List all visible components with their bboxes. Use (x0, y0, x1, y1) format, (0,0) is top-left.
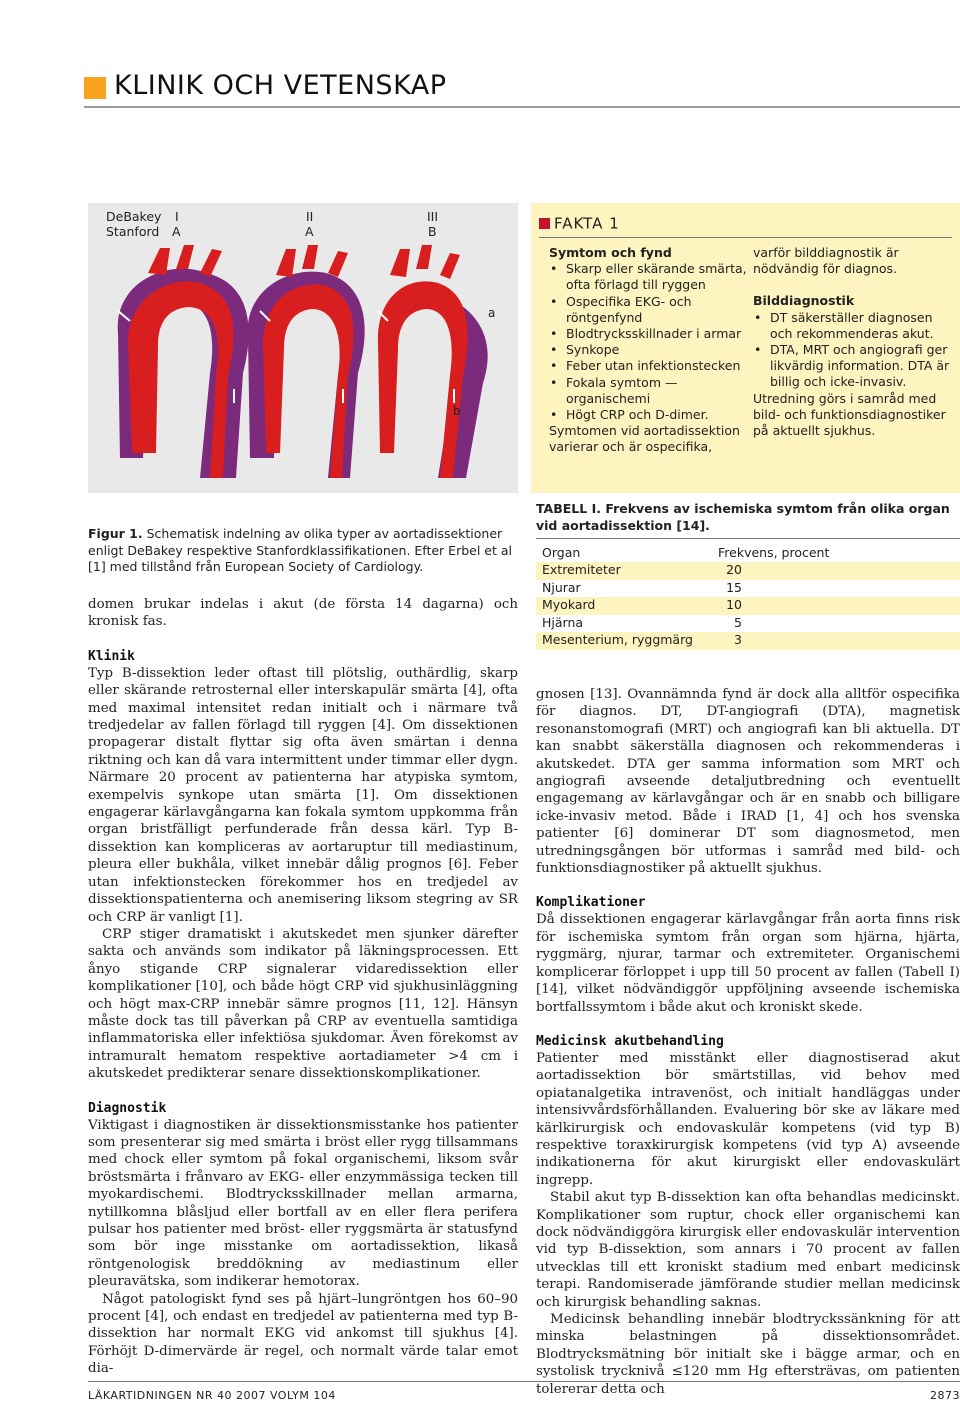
heading-diagnostik: Diagnostik (88, 1100, 167, 1116)
fakta-sec1-title: Symtom och fynd (549, 245, 672, 260)
section-marker-square (84, 77, 106, 99)
paragraph-diagnostik-1: Viktigast i diagnostiken är dissektionsmisstanke hos patienter som presenterar sig med smärta i bröst eller rygg tillsammans med chock eller symtom på fokal organischemi, liksom svår bröstsmärta i frånvaro av EKG- eller enzymmässiga tecken till myokardischemi. Blodtrycksskillnader mellan armarna, nytillkomna blåsljud eller bortfall av en eller flera perifera pulsar hos patienter med bröst- eller ryggsmärta är statusfynd som bör inge misstanke om aortadissektion, likaså röntgenologisk breddökning av mediastinum eller pleuravätska, som indikerar hemotorax. (88, 1117, 518, 1290)
heading-komplikationer: Komplikationer (536, 895, 646, 911)
row-label-stanford: Stanford (106, 224, 160, 239)
heading-klinik: Klinik (88, 648, 135, 664)
paragraph-klinik-1: Typ B-dissektion leder oftast till plötslig, outhärdlig, skarp eller skärande retrosternal eller interskapulär smärta [4], ofta med maximal intensitet redan initialt och i närmare två tredjedelar av fallen förlagd till ryggen [4]. Om dissektionen propagerar distalt flyttar sig ofta även smärtan i denna riktning och kan då vara intermittent under timmar eller dygn. Närmare 20 procent av patienterna har atypiska symtom, exempelvis synkope utan smärta [1]. Om dissektionen engagerar kärlavgångarna kan fokala symtom uppkomma från organ bristfälligt perfunderade från dessa kärl. Typ B-dissektion kan kompliceras av aortaruptur till mediastinum, pleura eller bukhåla, vilket innebär dålig prognos [6]. Feber utan infektionstecken förekommer hos en tredjedel av dissektionspatienterna och anemisering liksom stegring av SR och CRP är vanligt [1]. (88, 665, 518, 925)
row-label-debakey: DeBakey (106, 209, 162, 224)
body-column-right (536, 686, 960, 1398)
type-2-debakey: II (306, 209, 314, 224)
figure-aortic-dissection (88, 203, 518, 493)
type-3-stanford: B (428, 224, 437, 239)
fakta-sec2-title: Bilddiagnostik (753, 293, 855, 309)
fakta-sec2-note: Utredning görs i samråd med bild- och funktionsdiagnostiker på aktuellt sjukhus. (753, 390, 946, 439)
list-item: • Ospecifika EKG- och röntgenfynd (549, 294, 749, 326)
fakta-box (531, 203, 960, 493)
list-item: • Högt CRP och D-dimer. (549, 407, 749, 423)
list-item: • DT säkerställer diagnosen och rekommenderas akut. (753, 310, 958, 342)
marker-a: a (488, 306, 496, 320)
paragraph-diagnostik-2: Något patologiskt fynd ses på hjärt–lungröntgen hos 60–90 procent [4], och endast en tredjedel av patienterna med typ B-dissektion har normalt EKG vid ankomst till sjukhus [4]. Förhöjt D-dimervärde är regel, och normalt värde talar emot dia- (88, 1291, 518, 1377)
table-header (536, 545, 960, 562)
figure-caption (88, 526, 518, 576)
section-title: KLINIK OCH VETENSKAP (114, 70, 447, 101)
column-header-frequency: Frekvens, procent (718, 545, 830, 560)
paragraph-klinik-2: CRP stiger dramatiskt i akutskedet men sjunker därefter sakta och används som indikator på läkningsprocessen. Ett ånyo stigande CRP signalerar vidaredissektion eller komplikationer [10], och både högt CRP vid sjukhusinläggning och högt max-CRP innebär sämre prognos [11, 12]. Hänsyn måste dock tas till påverkan på CRP av eventuella samtidiga inflammatoriska eller infektiösa sjukdomar. Även förekomst av intramuralt hematom respektive aortadiameter >4 cm i akutskedet predikterar senare dissektionskomplikationer. (88, 926, 518, 1082)
fakta-sec2-list (753, 310, 958, 391)
table-cell-organ: Njurar (542, 579, 581, 595)
footer-rule (88, 1381, 960, 1382)
header-rule (84, 106, 960, 108)
paragraph-medicinsk-2: Stabil akut typ B-dissektion kan ofta behandlas medicinskt. Komplikationer som ruptur, chock eller organischemi kan dock nödvändiggöra kirurgisk eller endovaskulär intervention vid typ B-dissektion, som annars i 70 procent av fallen utvecklas till ett kroniskt stadium med enbart medicinsk terapi. Randomiserade jämförande studier mellan medicinsk och kirurgisk behandling saknas. (536, 1190, 960, 1310)
table-cell-organ: Mesenterium, ryggmärg (542, 632, 693, 648)
table-cell-value: 15 (726, 579, 742, 595)
table-row (536, 597, 960, 615)
caption-text: Schematisk indelning av olika typer av aortadissektioner enligt DeBakey respektive Stanfordklassifikationen. Efter Erbel et al [1] med tillstånd från European Society of Cardiology. (88, 526, 512, 574)
list-item: • Synkope (549, 342, 749, 358)
table-caption-text: Frekvens av ischemiska symtom från olika organ vid aortadissektion [14]. (536, 501, 950, 533)
table-rule (536, 538, 960, 539)
paragraph-komplikationer: Då dissektionen engagerar kärlavgångar från aorta finns risk för ischemiska symtom från organ som hjärna, hjärta, ryggmärg, njurar, tarmar och extremiteter. Organischemi komplicerar förloppet i upp till 50 procent av fallen (Tabell I) [14], vilket nödvändiggör uppföljning avseende ischemiska bortfallssymtom i både akut och kroniskt skede. (536, 912, 960, 1015)
page-footer (88, 1389, 960, 1405)
body-column-left (88, 596, 518, 1378)
table-caption (536, 500, 960, 534)
paragraph-intro: domen brukar indelas i akut (de första 14 dagarna) och kronisk fas. (88, 597, 518, 630)
caption-label: Figur 1. (88, 526, 143, 541)
fakta-rule (539, 237, 952, 238)
fakta-left-column (549, 245, 749, 456)
list-item: • Blodtrycksskillnader i armar (549, 326, 749, 342)
type-3-debakey: III (427, 209, 439, 224)
fakta-sec1-note-cont: varför bilddiagnostik är nödvändig för diagnos. (753, 245, 899, 277)
table-cell-organ: Myokard (542, 597, 596, 613)
table-cell-organ: Hjärna (542, 614, 584, 630)
marker-b: b (453, 404, 461, 418)
table-row (536, 580, 960, 598)
section-header (84, 70, 960, 110)
list-item: • DTA, MRT och angiografi ger likvärdig information. DTA är billig och icke-invasiv. (753, 342, 958, 391)
fakta-heading (539, 213, 620, 235)
paragraph-medicinsk-3: Medicinsk behandling innebär blodtryckssänkning för att minska belastningen på dissektionsområdet. Blodtrycksmätning bör initialt ske i bägge armar, och en systolisk trycknivå ≤120 mm Hg eftersträvas, om patienten tolererar detta och (536, 1312, 960, 1397)
table-cell-value: 3 (734, 632, 742, 648)
list-item: • Feber utan infektionstecken (549, 358, 749, 374)
list-item: • Fokala symtom — organischemi (549, 375, 749, 407)
table-row (536, 615, 960, 633)
fakta-marker-square (539, 218, 550, 229)
table-ischemic-symptoms (536, 500, 960, 650)
fakta-title: FAKTA 1 (554, 214, 620, 233)
fakta-sec1-list (549, 261, 749, 423)
type-1-stanford: A (172, 224, 181, 239)
table-cell-value: 10 (726, 597, 742, 613)
aorta-diagram (88, 203, 518, 493)
fakta-sec1-note: Symtomen vid aortadissektion varierar och är ospecifika, (549, 423, 740, 455)
type-2-stanford: A (305, 224, 314, 239)
table-row (536, 562, 960, 580)
table-label: TABELL I. (536, 501, 601, 516)
table-cell-value: 5 (734, 614, 742, 630)
paragraph-continued: gnosen [13]. Ovannämnda fynd är dock alla alltför ospecifika för diagnos. DT, DT-angiografi (DTA), magnetisk resonanstomografi (MRT) och angiografi kan bli aktuella. DT kan snabbt säkerställa diagnosen och rekommenderas i akutskedet. DTA ger samma information som MRT och angiografi avseende detaljutbredning och eventuellt engagemang av kärlavgångar och är en snabb och billigare icke-invasiv metod. Både i IRAD [1, 4] och hos svenska patienter [6] dominerar DT som diagnosmetod, men utredningsgången bör utformas i samråd med bild- och funktionsdiagnostiker på aktuellt sjukhus. (536, 687, 960, 877)
heading-medicinsk-akutbehandling: Medicinsk akutbehandling (536, 1033, 724, 1049)
table-row (536, 632, 960, 650)
column-header-organ: Organ (542, 545, 581, 560)
list-item: • Skarp eller skärande smärta, ofta förlagd till ryggen (549, 261, 749, 293)
type-1-debakey: I (175, 209, 179, 224)
paragraph-medicinsk-1: Patienter med misstänkt eller diagnostiserad akut aortadissektion bör smärtstillas, vid behov med opiatanalgetika intravenöst, och initialt handläggas under intensivvårdsförhållanden. Evaluering bör ske av läkare med kärlkirurgisk och endovaskulär kompetens (vid typ B) respektive toraxkirurgisk kompetens (vid typ A) avseende indikationerna för akut kirurgiskt eller endovaskulärt ingrepp. (536, 1050, 960, 1188)
page-number: 2873 (930, 1389, 960, 1402)
table-cell-organ: Extremiteter (542, 562, 621, 577)
fakta-right-column (753, 245, 958, 439)
journal-name: LÄKARTIDNINGEN NR 40 2007 VOLYM 104 (88, 1389, 336, 1402)
table-cell-value: 20 (726, 562, 742, 577)
